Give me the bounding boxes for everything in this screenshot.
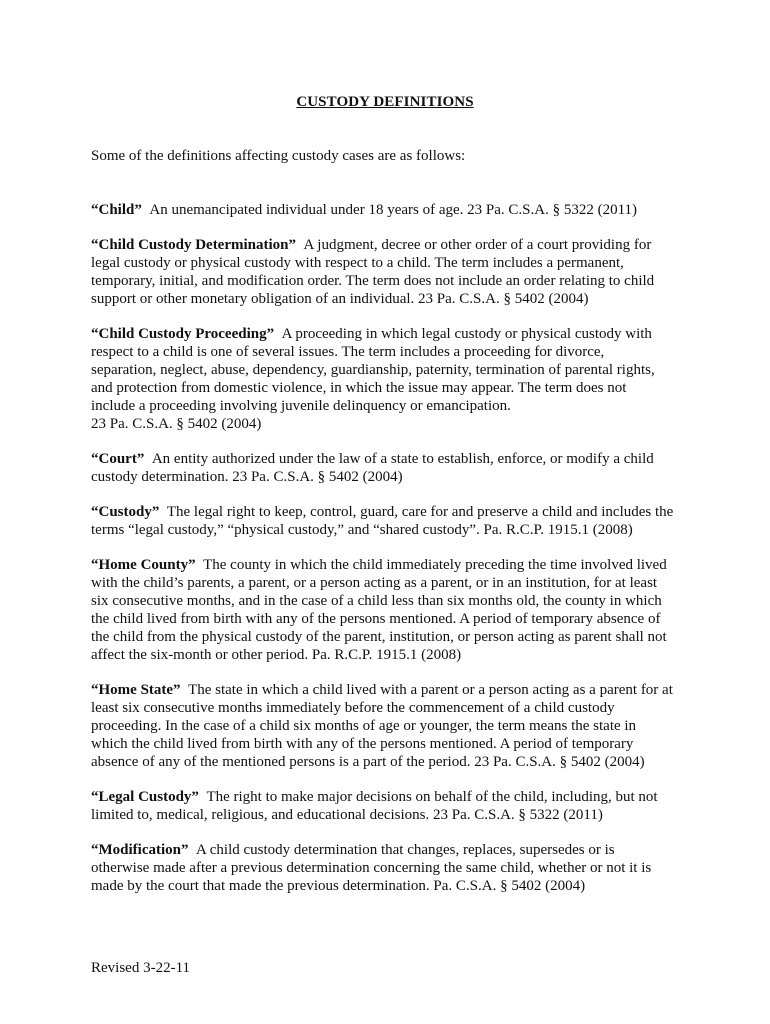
- definition-line: affect the six-month or other period. Pa. R.C.P. 1915.1 (2008): [91, 647, 462, 663]
- definitions-list: [91, 201, 691, 912]
- definition-line: proceeding. In the case of a child six months of age or younger, the term means the state in: [91, 718, 637, 734]
- definition-term: “Home State”: [91, 682, 181, 698]
- definition-item: [91, 450, 691, 486]
- definition-line: [91, 556, 691, 574]
- definition-line: separation, neglect, abuse, dependency, guardianship, paternity, termination of parental rights,: [91, 362, 655, 378]
- definition-text: The right to make major decisions on behalf of the child, including, but not: [206, 789, 658, 805]
- definition-line: [91, 236, 691, 254]
- definition-text: The county in which the child immediately preceding the time involved lived: [203, 557, 667, 573]
- definition-item: [91, 556, 691, 664]
- document-title: CUSTODY DEFINITIONS: [296, 94, 474, 110]
- definition-line: [91, 681, 691, 699]
- definition-line: the child from the physical custody of the parent, institution, or person acting as parent shall not: [91, 629, 667, 645]
- definition-term: “Modification”: [91, 842, 189, 858]
- definition-term: “Custody”: [91, 504, 160, 520]
- definition-line: legal custody or physical custody with respect to a child. The term includes a permanent,: [91, 255, 624, 271]
- definition-line: and protection from domestic violence, in which the issue may appear. The term does not: [91, 380, 627, 396]
- definition-line: support or other monetary obligation of an individual. 23 Pa. C.S.A. § 5402 (2004): [91, 291, 589, 307]
- definition-line: terms “legal custody,” “physical custody,” and “shared custody”. Pa. R.C.P. 1915.1 (2008): [91, 522, 633, 538]
- definition-item: [91, 201, 691, 219]
- definition-line: include a proceeding involving juvenile delinquency or emancipation.: [91, 398, 511, 414]
- definition-line: [91, 841, 691, 859]
- definition-line: 23 Pa. C.S.A. § 5402 (2004): [91, 416, 262, 432]
- definition-line: with the child’s parents, a parent, or a person acting as a parent, or in an institution, for at least: [91, 575, 658, 591]
- definition-line: made by the court that made the previous determination. Pa. C.S.A. § 5402 (2004): [91, 878, 586, 894]
- definition-term: “Legal Custody”: [91, 789, 199, 805]
- definition-item: [91, 788, 691, 824]
- definition-text: An unemancipated individual under 18 years of age. 23 Pa. C.S.A. § 5322 (2011): [149, 202, 638, 218]
- definition-line: [91, 450, 691, 468]
- definition-term: “Child Custody Proceeding”: [91, 326, 275, 342]
- definition-item: [91, 841, 691, 895]
- definition-line: least six consecutive months immediately before the commencement of a child custody: [91, 700, 615, 716]
- definition-line: otherwise made after a previous determination concerning the same child, whether or not it is: [91, 860, 652, 876]
- definition-line: limited to, medical, religious, and educational decisions. 23 Pa. C.S.A. § 5322 (2011): [91, 807, 603, 823]
- definition-item: [91, 503, 691, 539]
- definition-text: A child custody determination that changes, replaces, supersedes or is: [196, 842, 615, 858]
- definition-line: which the child lived from birth with any of the persons mentioned. A period of temporary: [91, 736, 634, 752]
- intro-text: Some of the definitions affecting custody cases are as follows:: [91, 148, 466, 164]
- revision-footer: Revised 3-22-11: [91, 960, 191, 976]
- definition-line: temporary, initial, and modification order. The term does not include an order relating to child: [91, 273, 655, 289]
- definition-text: The state in which a child lived with a parent or a person acting as a parent for at: [188, 682, 673, 698]
- definition-line: [91, 325, 691, 343]
- definition-item: [91, 236, 691, 308]
- definition-term: “Court”: [91, 451, 145, 467]
- definition-line: respect to a child is one of several issues. The term includes a proceeding for divorce,: [91, 344, 605, 360]
- definition-line: six consecutive months, and in the case of a child less than six months old, the county in which: [91, 593, 662, 609]
- definition-text: A proceeding in which legal custody or physical custody with: [281, 326, 652, 342]
- definition-line: custody determination. 23 Pa. C.S.A. § 5402 (2004): [91, 469, 403, 485]
- definition-line: [91, 201, 691, 219]
- definition-item: [91, 325, 691, 433]
- definition-text: A judgment, decree or other order of a court providing for: [303, 237, 652, 253]
- definition-line: absence of any of the mentioned persons is a part of the period. 23 Pa. C.S.A. § 5402 (2004): [91, 754, 645, 770]
- definition-text: An entity authorized under the law of a state to establish, enforce, or modify a child: [151, 451, 654, 467]
- definition-text: The legal right to keep, control, guard, care for and preserve a child and includes the: [166, 504, 674, 520]
- definition-term: “Child Custody Determination”: [91, 237, 297, 253]
- definition-line: the child lived from birth with any of the persons mentioned. A period of temporary absence of: [91, 611, 661, 627]
- definition-term: “Child”: [91, 202, 142, 218]
- definition-line: [91, 788, 691, 806]
- definition-line: [91, 503, 691, 521]
- definition-item: [91, 681, 691, 771]
- definition-term: “Home County”: [91, 557, 196, 573]
